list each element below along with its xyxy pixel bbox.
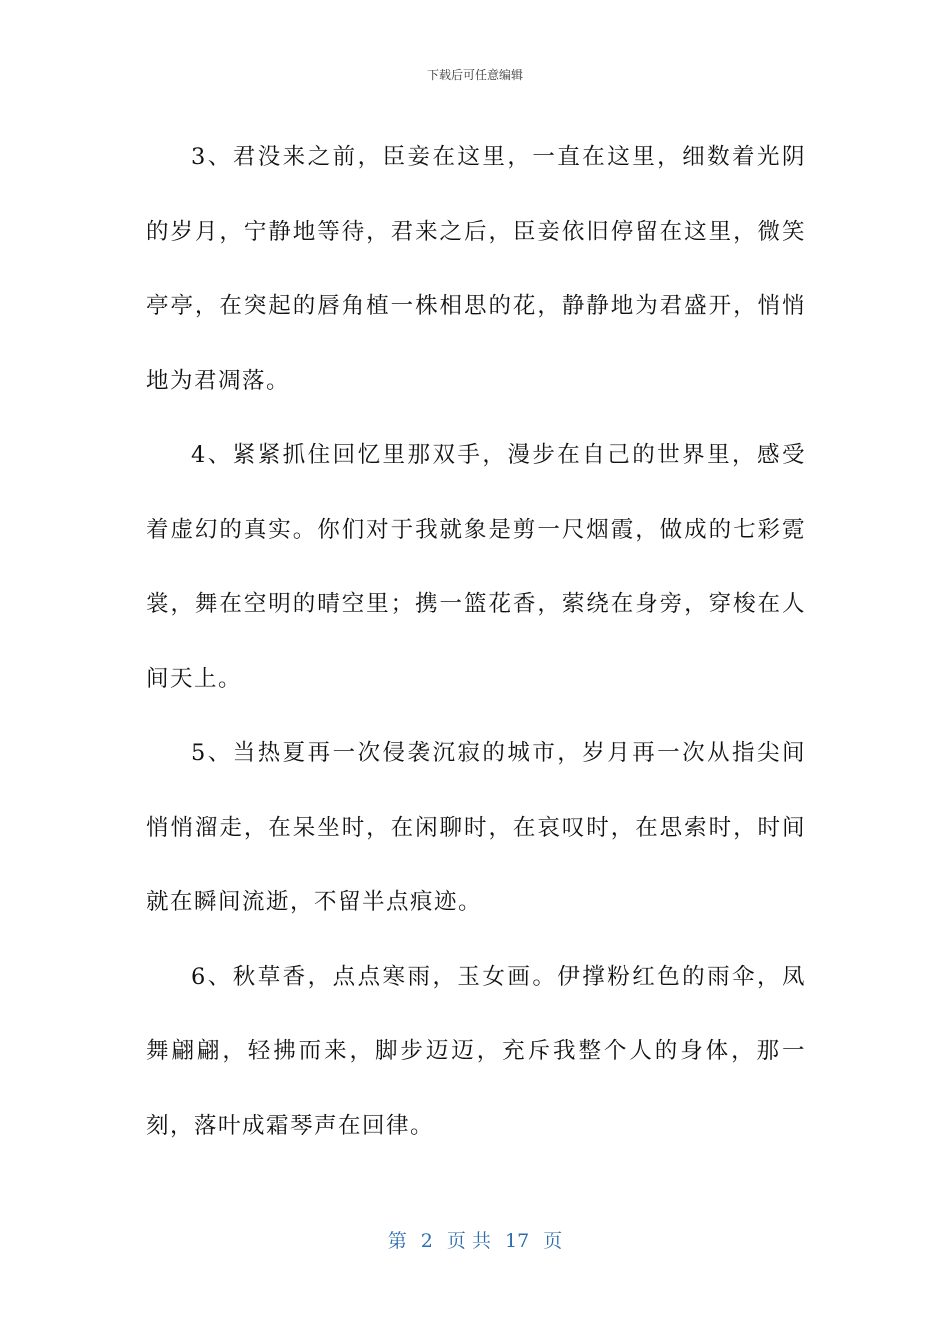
paragraph-6: 6、秋草香，点点寒雨，玉女画。伊撑粉红色的雨伞，凤舞翩翩，轻拂而来，脚步迈迈，充斥我整个人的身体，那一刻，落叶成霜琴声在回律。	[146, 963, 806, 1139]
paragraph-5: 5、当热夏再一次侵袭沉寂的城市，岁月再一次从指尖间悄悄溜走，在呆坐时，在闲聊时，在哀叹时，在思索时，时间就在瞬间流逝，不留半点痕迹。	[146, 740, 806, 915]
document-body	[146, 120, 806, 1163]
page-header: 下载后可任意编辑	[426, 68, 523, 82]
paragraph-3: 3、君没来之前，臣妾在这里，一直在这里，细数着光阴的岁月，宁静地等待，君来之后，臣妾依旧停留在这里，微笑亭亭，在突起的唇角植一株相思的花，静静地为君盛开，悄悄地为君凋落。	[146, 144, 806, 394]
footer-total-pages: 17	[505, 1230, 530, 1252]
footer-mid: 页 共	[446, 1230, 491, 1252]
page-number-footer	[0, 1226, 950, 1253]
paragraph-4: 4、紧紧抓住回忆里那双手，漫步在自己的世界里，感受着虚幻的真实。你们对于我就象是剪一尺烟霞，做成的七彩霓裳，舞在空明的晴空里；携一篮花香，萦绕在身旁，穿梭在人间天上。	[146, 442, 806, 692]
footer-prefix: 第	[387, 1230, 407, 1252]
footer-suffix: 页	[543, 1230, 563, 1252]
footer-current-page: 2	[420, 1230, 433, 1252]
